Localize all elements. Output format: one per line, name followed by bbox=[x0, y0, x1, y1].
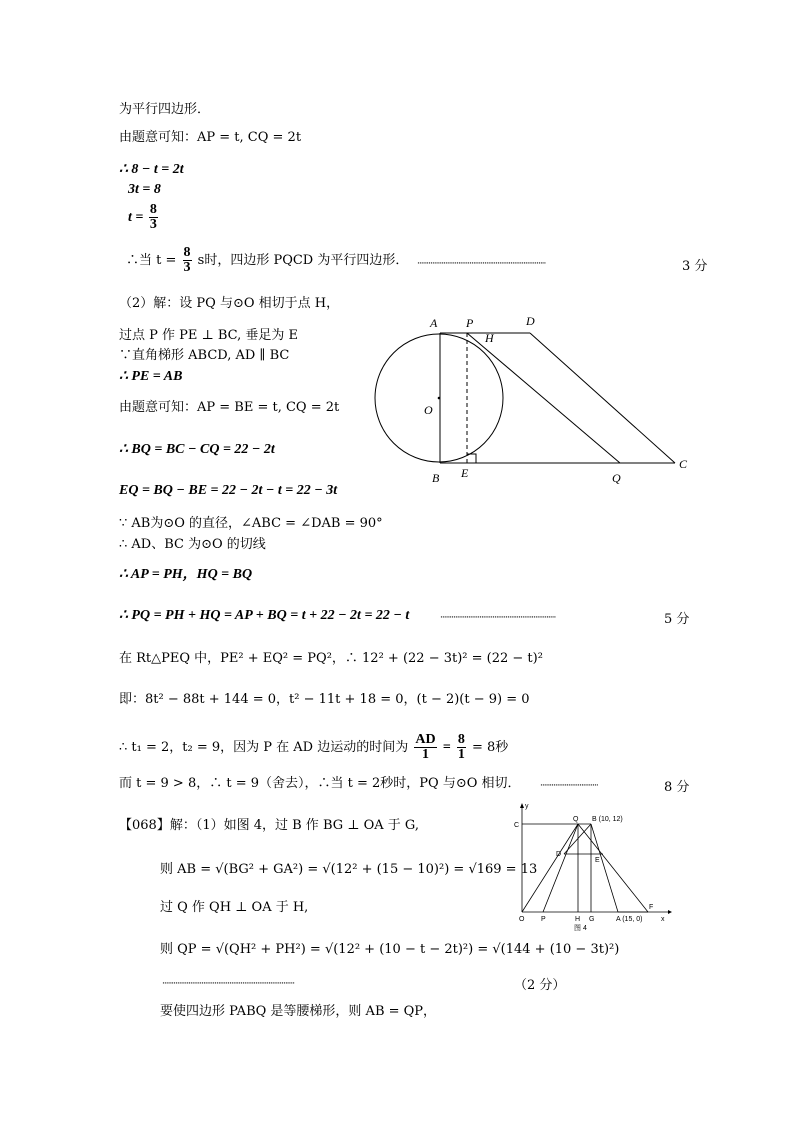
line-20-b: = 8秒 bbox=[472, 740, 509, 755]
label-g: G bbox=[589, 916, 595, 923]
line-8: 过点 P 作 PE ⊥ BC, 垂足为 E bbox=[119, 328, 299, 343]
segment-dc bbox=[530, 333, 675, 463]
coordinate-figure-4 bbox=[508, 800, 674, 932]
line-9: ∵直角梯形 ABCD, AD ∥ BC bbox=[119, 348, 290, 363]
label-q: Q bbox=[573, 816, 579, 823]
line-5 bbox=[128, 203, 160, 232]
line-12: ∴ BQ = BC − CQ = 22 − 2t bbox=[119, 442, 275, 457]
y-axis-arrow bbox=[520, 803, 524, 808]
line-19: 即：8t² − 88t + 144 = 0，t² − 11t + 18 = 0，(t − 2)(t − 9) = 0 bbox=[119, 692, 530, 707]
fraction-num: 8 bbox=[183, 245, 191, 260]
label-b: B (10, 12) bbox=[592, 816, 623, 823]
fraction-den: 1 bbox=[421, 747, 429, 762]
line-2: 由题意可知：AP = t, CQ = 2t bbox=[119, 130, 302, 145]
label-h: H bbox=[575, 916, 581, 923]
line-5-lhs: t = bbox=[128, 210, 147, 225]
line-27: 要使四边形 PABQ 是等腰梯形，则 AB = QP， bbox=[160, 1004, 437, 1019]
line-16: ∴ AP = PH，HQ = BQ bbox=[119, 567, 253, 582]
segment-qf bbox=[578, 824, 648, 912]
fraction-den: 3 bbox=[183, 260, 191, 275]
segment-pq bbox=[467, 333, 620, 463]
label-c: C bbox=[679, 457, 688, 471]
line-25: 则 QP = √(QH² + PH²) = √(12² + (10 − t − 2t)²) = √(144 + (10 − 3t)²) bbox=[160, 942, 620, 957]
line-6 bbox=[126, 246, 408, 275]
fraction-num: AD bbox=[415, 732, 436, 747]
line-10: ∴ PE = AB bbox=[119, 369, 183, 384]
label-h: H bbox=[485, 331, 494, 345]
line-22: 【068】解：（1）如图 4，过 B 作 BG ⊥ OA 于 G, bbox=[119, 818, 419, 833]
score-mark: 3 分 bbox=[682, 259, 708, 274]
label-o: O bbox=[519, 916, 525, 923]
label-d: D bbox=[556, 851, 562, 858]
score-mark: （2 分） bbox=[514, 978, 566, 993]
fraction-num: 8 bbox=[149, 202, 157, 217]
label-y: y bbox=[525, 803, 529, 810]
line-3: ∴ 8 − t = 2t bbox=[119, 162, 184, 177]
line-20-a: ∴ t₁ = 2，t₂ = 9，因为 P 在 AD 边运动的时间为 bbox=[119, 740, 409, 755]
line-20 bbox=[119, 733, 508, 762]
equals: = bbox=[442, 740, 451, 755]
line-11: 由题意可知：AP = BE = t, CQ = 2t bbox=[119, 400, 340, 415]
label-e: E bbox=[595, 857, 600, 864]
x-axis-arrow bbox=[668, 910, 672, 914]
line-6-b: s时，四边形 PQCD 为平行四边形． bbox=[197, 253, 409, 268]
line-23: 则 AB = √(BG² + GA²) = √(12² + (15 − 10)²) = √169 = 13 bbox=[160, 862, 538, 877]
label-p: P bbox=[541, 916, 546, 923]
score-mark: 5 分 bbox=[664, 612, 690, 627]
dot-leader: ······························· bbox=[540, 781, 598, 791]
dot-leader: ······································································· bbox=[162, 979, 295, 989]
line-24: 过 Q 作 QH ⊥ OA 于 H, bbox=[160, 900, 309, 915]
geometry-figure-trapezoid bbox=[370, 310, 700, 490]
line-17: ∴ PQ = PH + HQ = AP + BQ = t + 22 − 2t = 22 − t bbox=[119, 608, 410, 623]
label-a: A (15, 0) bbox=[616, 916, 643, 923]
label-q: Q bbox=[612, 471, 621, 485]
fraction-den: 1 bbox=[457, 747, 465, 762]
line-15: ∴ AD、BC 为⊙O 的切线 bbox=[119, 537, 266, 552]
fraction-num: 8 bbox=[457, 732, 465, 747]
label-f: F bbox=[649, 904, 654, 911]
fraction-8-3 bbox=[149, 203, 158, 232]
fraction-8-3-b bbox=[183, 246, 192, 275]
line-7: （2）解：设 PQ 与⊙O 相切于点 H， bbox=[119, 296, 340, 311]
label-a: A bbox=[430, 316, 438, 330]
segment-oq bbox=[522, 824, 578, 912]
dot-leader: ····································································· bbox=[417, 259, 546, 269]
segment-qp bbox=[543, 824, 578, 912]
line-1: 为平行四边形． bbox=[119, 102, 211, 117]
figure-caption: 图 4 bbox=[574, 925, 587, 932]
label-b: B bbox=[432, 471, 440, 485]
line-14: ∵ AB为⊙O 的直径，∠ABC = ∠DAB = 90° bbox=[119, 516, 383, 531]
line-21: 而 t = 9 > 8，∴ t = 9（舍去），∴当 t = 2秒时，PQ 与⊙O 相切． bbox=[119, 776, 521, 791]
segment-ba bbox=[591, 824, 618, 912]
line-13: EQ = BQ − BE = 22 − 2t − t = 22 − 3t bbox=[119, 483, 338, 498]
fraction-8-1 bbox=[457, 733, 466, 762]
label-e: E bbox=[461, 466, 469, 480]
line-6-a: ∴当 t = bbox=[126, 253, 181, 268]
fraction-den: 3 bbox=[149, 217, 157, 232]
label-x: x bbox=[661, 916, 665, 923]
center-point bbox=[438, 397, 441, 400]
line-4: 3t = 8 bbox=[128, 182, 161, 197]
dot-leader: ······························································ bbox=[440, 613, 556, 623]
label-p: P bbox=[466, 316, 474, 330]
line-18: 在 Rt△PEQ 中，PE² + EQ² = PQ²，∴ 12² + (22 − 3t)² = (22 − t)² bbox=[119, 651, 543, 666]
score-mark: 8 分 bbox=[664, 780, 690, 795]
label-o: O bbox=[424, 403, 433, 417]
fraction-ad-1 bbox=[414, 733, 436, 762]
label-d: D bbox=[526, 314, 535, 328]
label-c: C bbox=[514, 822, 520, 829]
